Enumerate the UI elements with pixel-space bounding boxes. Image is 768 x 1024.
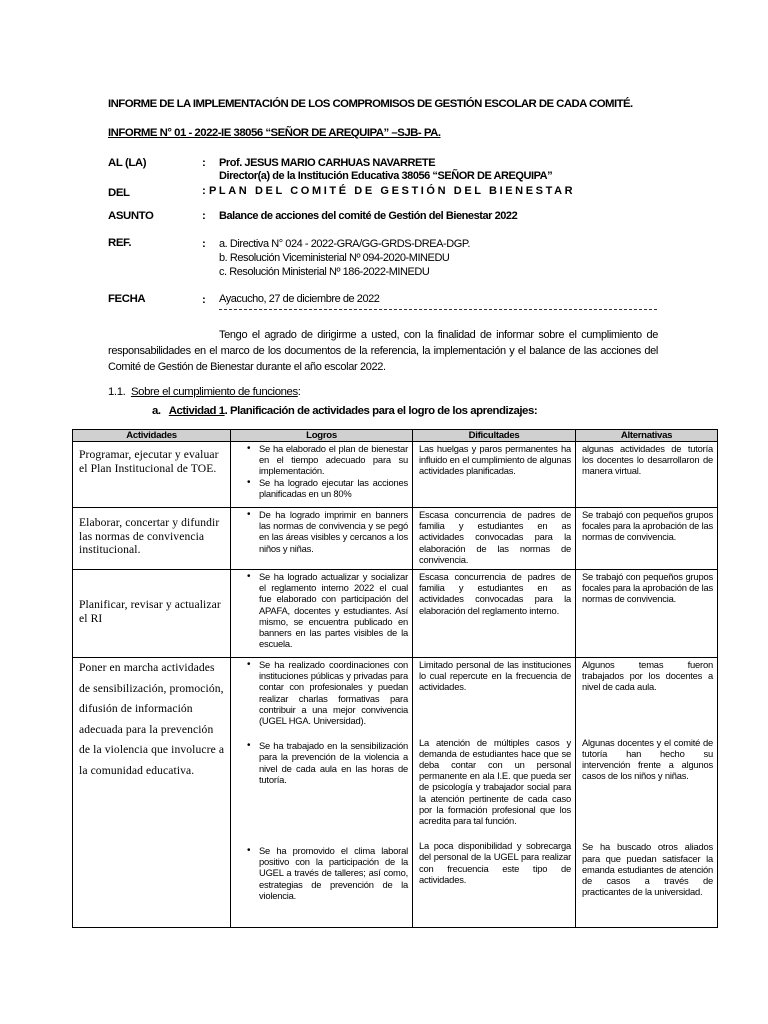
activity-heading [152, 405, 537, 417]
row1-logros [231, 442, 413, 508]
table-row [73, 658, 718, 928]
report-number: INFORME N° 01 - 2022-IE 38056 “SEÑOR DE AREQUIPA” –SJB- PA. [108, 127, 441, 139]
row4-logro-1: • Se ha realizado coordinaciones con instituciones públicas y privadas para contar con profesionales y puedan realizar charlas formativas para contribuir a una mejor convivencia (UGEL HGA. Universidad). [249, 659, 408, 726]
row3-alternativa-1: Se trabajó con pequeños grupos focales para la aprobación de las normas de convivencia. [582, 571, 713, 605]
activity-label: Actividad 1 [168, 405, 225, 417]
row3-logro-1: • Se ha logrado actualizar y socializar el reglamento interno 2022 el cual fue elaborado con participación del APAFA, docentes y estudiantes. Así mismo, se encuentra publicado en banners en las partes visibles de la escuela. [249, 571, 408, 649]
row2-logro-1: • De ha logrado imprimir en banners las normas de convivencia y se pegó en las áreas visibles y cercanos a los niños y niñas. [249, 509, 408, 554]
field-colon-del: : [202, 185, 206, 197]
section-title: Sobre el cumplimiento de funciones [130, 386, 298, 398]
row4-dificultad-2: La atención de múltiples casos y demanda de estudiantes hace que se deba contar con un personal permanente en ala I.E. que pueda ser de psicología y trabajador social para la atención pertinente de cada caso por la formación profesional que los acredita para tal función. [419, 736, 571, 827]
row1-logro-2: • Se ha logrado ejecutar las acciones planificadas en un 80% [249, 477, 408, 499]
row4-dificultad-3: La poca disponibilidad y sobrecarga del personal de la UGEL para realizar con frecuencia este tipo de actividades. [419, 840, 571, 885]
row2-alternativas [576, 508, 718, 570]
field-label-asunto: ASUNTO [108, 210, 154, 222]
row4-dificultad-1: Limitado personal de las instituciones lo cual repercute en la frecuencia de actividades. [419, 659, 571, 693]
header-logros: Logros [231, 430, 413, 442]
row2-alternativa-1: Se trabajó con pequeños grupos focales para la aprobación de las normas de convivencia. [582, 509, 713, 543]
field-value-fecha: Ayacucho, 27 de diciembre de 2022 [219, 293, 380, 305]
activities-table [72, 429, 718, 928]
row4-alternativa-3: Se ha buscado otros aliados para que puedan satisfacer la emanda estudiantes de atención de casos a través de practicantes de la universidad. [582, 841, 713, 898]
table-row [73, 508, 718, 570]
header-dificultades: Dificultades [413, 430, 576, 442]
row4-alternativas [576, 658, 718, 928]
section-heading [108, 386, 301, 398]
table-row [73, 442, 718, 508]
row3-dificultades [413, 570, 576, 658]
row2-dificultades [413, 508, 576, 570]
row1-logro-1: • Se ha elaborado el plan de bienestar en el tiempo adecuado para su implementación. [249, 443, 408, 477]
field-label-al: AL (LA) [108, 157, 147, 169]
row3-logros [231, 570, 413, 658]
field-colon-ref: : [202, 238, 206, 250]
row3-dificultad-1: Escasa concurrencia de padres de familia y estudiantes en as actividades convocadas para la elaboración del reglamento interno. [419, 571, 571, 616]
intro-paragraph [108, 327, 658, 375]
field-value-al-name: Prof. JESUS MARIO CARHUAS NAVARRETE [219, 157, 436, 169]
field-label-fecha: FECHA [108, 293, 146, 305]
ref-item-a: a. Directiva N° 024 - 2022-GRA/GG-GRDS-DREA-DGP. [219, 238, 470, 250]
row4-logros [231, 658, 413, 928]
section-suffix: : [297, 386, 301, 398]
row4-alternativa-1: Algunos temas fueron trabajados por los docentes a nivel de cada aula. [582, 659, 713, 693]
row4-actividad: Poner en marcha actividades de sensibilización, promoción, difusión de información adecuada para la prevención de la violencia que involucre a la comunidad educativa. [73, 658, 231, 928]
row1-alternativas [576, 442, 718, 508]
row2-actividad: Elaborar, concertar y difundir las normas de convivencia institucional. [73, 508, 231, 570]
field-colon-al: : [202, 157, 206, 169]
field-value-asunto: Balance de acciones del comité de Gestión del Bienestar 2022 [219, 210, 518, 222]
dashed-separator [219, 309, 657, 310]
table-row [73, 570, 718, 658]
row1-dificultad-1: Las huelgas y paros permanentes ha influido en el cumplimiento de algunas actividades planificadas. [419, 443, 571, 477]
field-value-del: PLAN DEL COMITÉ DE GESTIÓN DEL BIENESTAR [209, 185, 576, 197]
row3-alternativas [576, 570, 718, 658]
ref-item-c: c. Resolución Ministerial Nº 186-2022-MINEDU [219, 266, 430, 278]
row4-logro-3: • Se ha promovido el clima laboral positivo con la participación de la UGEL a través de talleres; así como, estrategias de prevención de la violencia. [249, 845, 408, 901]
section-number: 1.1. [108, 386, 126, 398]
row1-actividad: Programar, ejecutar y evaluar el Plan Institucional de TOE. [73, 442, 231, 508]
activity-prefix: a. [152, 405, 161, 417]
report-title: INFORME DE LA IMPLEMENTACIÓN DE LOS COMPROMISOS DE GESTIÓN ESCOLAR DE CADA COMITÉ. [108, 98, 633, 110]
row3-actividad: Planificar, revisar y actualizar el RI [73, 570, 231, 658]
field-colon-asunto: : [202, 210, 206, 222]
field-colon-fecha: : [202, 294, 206, 306]
row4-alternativa-2: Algunas docentes y el comité de tutoría han hecho su intervención frente a algunos casos de los niños y niñas. [582, 736, 713, 782]
table-header-row [73, 430, 718, 442]
row1-dificultades [413, 442, 576, 508]
field-label-ref: REF. [108, 237, 132, 249]
row2-logros [231, 508, 413, 570]
row4-dificultades [413, 658, 576, 928]
row1-alternativa-1: algunas actividades de tutoría los docentes lo desarrollaron de manera virtual. [582, 443, 713, 477]
activity-title: . Planificación de actividades para el logro de los aprendizajes: [224, 405, 538, 417]
ref-item-b: b. Resolución Viceministerial Nº 094-2020-MINEDU [219, 252, 450, 264]
field-label-del: DEL [108, 187, 130, 199]
row2-dificultad-1: Escasa concurrencia de padres de familia y estudiantes en as actividades convocadas para la elaboración de las normas de convivencia. [419, 509, 571, 565]
header-alternativas: Alternativas [576, 430, 718, 442]
intro-paragraph-text: Tengo el agrado de dirigirme a usted, con la finalidad de informar sobre el cumplimiento de responsabilidades en el marco de los documentos de la referencia, la implementación y el balance de las acciones del Comité de Gestión de Bienestar durante el año escolar 2022. [108, 329, 658, 373]
header-actividades: Actividades [73, 430, 231, 442]
row4-logro-2: • Se ha trabajado en la sensibilización para la prevención de la violencia a nivel de cada aula en las horas de tutoría. [249, 740, 408, 785]
field-value-al-role: Director(a) de la Institución Educativa 38056 “SEÑOR DE AREQUIPA” [219, 170, 553, 182]
